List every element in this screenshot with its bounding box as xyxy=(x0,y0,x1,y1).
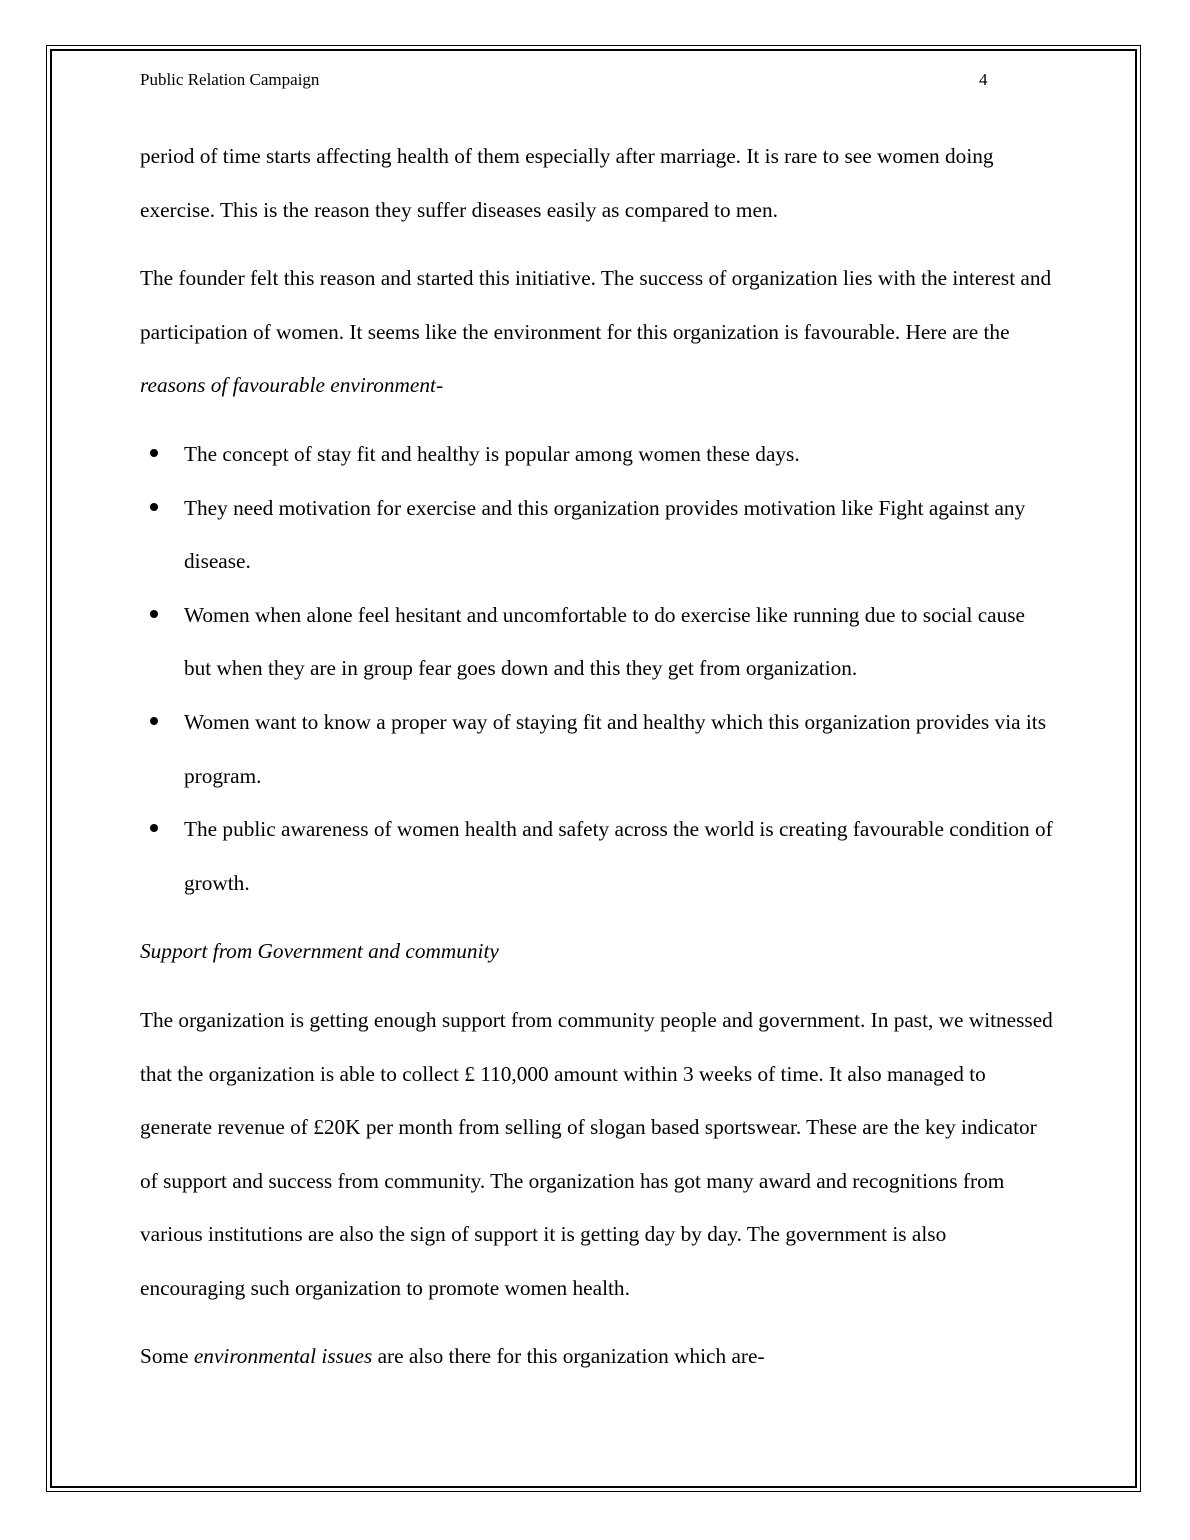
document-body xyxy=(140,130,1055,1384)
paragraph-founder xyxy=(140,252,1055,413)
paragraph-issues-end: are also there for this organization which are- xyxy=(372,1344,765,1369)
bullet-icon xyxy=(149,696,159,750)
list-item-text: The public awareness of women health and safety across the world is creating favourable condition of growth. xyxy=(184,817,1053,895)
paragraph-continuation: period of time starts affecting health of them especially after marriage. It is rare to see women doing exercise. This is the reason they suffer diseases easily as compared to men. xyxy=(140,144,994,222)
paragraph-founder-text: The founder felt this reason and started this initiative. The success of organization lies with the interest and participation of women. It seems like the environment for this organization is favourable. Here are the xyxy=(140,266,1052,344)
paragraph-founder-emphasis: reasons of favourable environment- xyxy=(140,373,444,398)
list-item xyxy=(140,696,1055,803)
list-item xyxy=(140,428,1055,482)
list-item-text: The concept of stay fit and healthy is popular among women these days. xyxy=(184,441,800,466)
paragraph-support: The organization is getting enough support from community people and government. In past, we witnessed that the organization is able to collect £ 110,000 amount within 3 weeks of time. It also managed to generate revenue of £20K per month from selling of slogan based sportswear. These are the key indicator of support and success from community. The organization has got many award and recognitions from various institutions are also the sign of support it is getting day by day. The government is also encouraging such organization to promote women health. xyxy=(140,1007,1053,1300)
bullet-icon xyxy=(149,482,159,536)
list-item-text: Women when alone feel hesitant and uncomfortable to do exercise like running due to social cause but when they are in group fear goes down and this they get from organization. xyxy=(184,602,1025,681)
list-item xyxy=(140,803,1055,910)
reasons-list xyxy=(140,428,1055,910)
paragraph-issues-emphasis: environmental issues xyxy=(193,1344,373,1369)
bullet-icon xyxy=(149,428,159,482)
list-item-text: They need motivation for exercise and this organization provides motivation like Fight against any disease. xyxy=(184,495,1026,574)
page-number: 4 xyxy=(979,70,988,89)
paragraph-issues xyxy=(140,1330,1055,1384)
paragraph-issues-start: Some xyxy=(140,1344,194,1369)
bullet-icon xyxy=(149,803,159,857)
list-item-text: Women want to know a proper way of staying fit and healthy which this organization provides via its program. xyxy=(184,709,1047,788)
list-item xyxy=(140,589,1055,696)
list-item xyxy=(140,482,1055,589)
section-heading: Support from Government and community xyxy=(140,939,499,964)
bullet-icon xyxy=(149,589,159,643)
running-header-title: Public Relation Campaign xyxy=(140,70,320,89)
